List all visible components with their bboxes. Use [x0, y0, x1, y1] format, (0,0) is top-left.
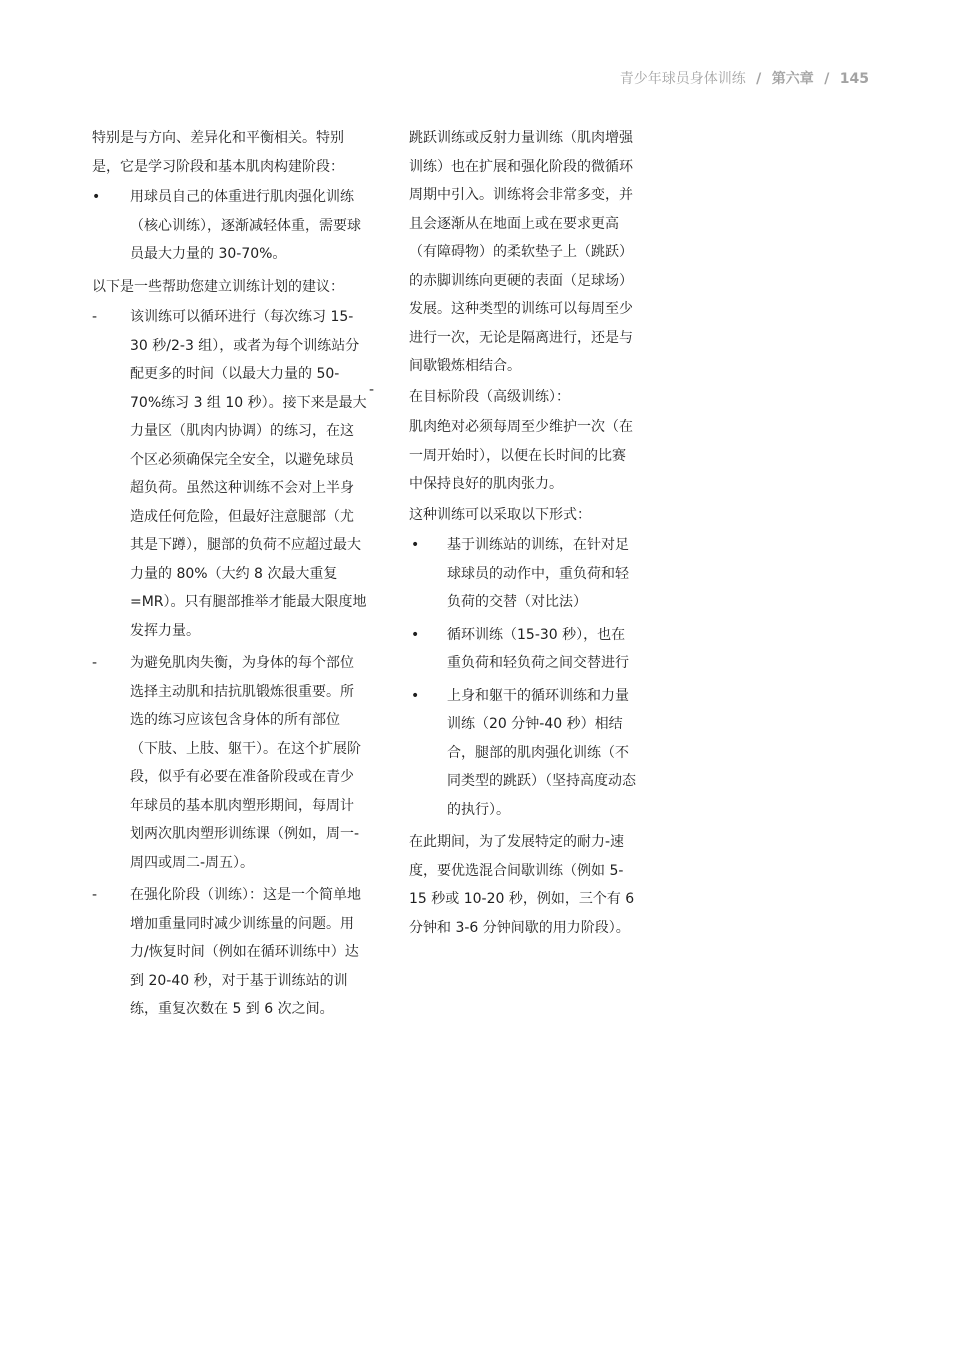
dash-item-text: 该训练可以循环进行（每次练习 15-30 秒/2-3 组），或者为每个训练站分配更多的时间（以最大力量的 50-70%练习 3 组 10 秒）。接下来是最大力量区（肌肉内协调）的练习，在这个区必须确保完全安全，以避免球员超负荷。虽然这种训练不会对上半身造成任何危险，但最好注意腿部（尤其是下蹲），腿部的负荷不应超过最大力量的 80%（大约 8 次最大重复=MR）。只有腿部推举才能最大限度地发挥力量。: [130, 309, 367, 639]
intro-paragraph: 特别是与方向、差异化和平衡相关。特别是，它是学习阶段和基本肌肉构建阶段：: [92, 130, 344, 175]
plyometric-paragraph: 跳跃训练或反射力量训练（肌肉增强训练）也在扩展和强化阶段的微循环周期中引入。训练将会非常多变，并且会逐渐从在地面上或在要求更高（有障碍物）的柔软垫子上（跳跃）的赤脚训练向更硬的表面（足球场）发展。这种类型的训练可以每周至少进行一次，无论是隔离进行，还是与间歇锻炼相结合。: [409, 130, 633, 374]
bullet-item: [409, 531, 639, 617]
target-phase-heading: 在目标阶段（高级训练）：: [409, 388, 570, 405]
page-number: 145: [839, 71, 869, 87]
bullet-marker: •: [411, 687, 420, 704]
left-column: [92, 124, 367, 1028]
bullet-item: [409, 682, 639, 825]
chapter-label: 第六章: [771, 71, 814, 87]
running-header: [620, 68, 869, 88]
bullet-item: [409, 621, 639, 678]
dash-item-text: 在强化阶段（训练）：这是一个简单地增加重量同时减少训练量的问题。用力/恢复时间（例如在循环训练中）达到 20-40 秒，对于基于训练站的训练，重复次数在 5 到 6 次之间。: [130, 887, 361, 1017]
bullet-text: 循环训练（15-30 秒），也在重负荷和轻负荷之间交替进行: [447, 626, 629, 671]
dash-item-text: 为避免肌肉失衡，为身体的每个部位选择主动肌和拮抗肌锻炼很重要。所选的练习应该包含身体的所有部位（下肢、上肢、躯干）。在这个扩展阶段，似乎有必要在准备阶段或在青少年球员的基本肌肉塑形期间，每周计划两次肌肉塑形训练课（例如，周一-周四或周二-周五）。: [130, 655, 361, 871]
header-separator: /: [756, 71, 762, 87]
bullet-item: [92, 183, 367, 269]
dash-marker: -: [92, 887, 98, 903]
book-title: 青少年球员身体训练: [619, 71, 746, 87]
bullet-marker: •: [92, 189, 101, 205]
dash-item: [92, 649, 367, 877]
dash-item: [92, 881, 367, 1024]
dash-item: [92, 303, 367, 645]
bullet-text: 用球员自己的体重进行肌肉强化训练（核心训练），逐渐减轻体重，需要球员最大力量的 30-70%。: [130, 189, 361, 262]
forms-intro: 这种训练可以采取以下形式：: [409, 506, 591, 523]
bullet-marker: •: [411, 626, 420, 643]
bullet-marker: •: [411, 537, 420, 553]
bullet-text: 基于训练站的训练，在针对足球球员的动作中，重负荷和轻负荷的交替（对比法）: [447, 537, 629, 610]
dash-marker: -: [92, 655, 98, 671]
suggestions-intro: 以下是一些帮助您建立训练计划的建议：: [92, 278, 344, 295]
maintenance-paragraph: 肌肉绝对必须每周至少维护一次（在一周开始时），以便在长时间的比赛中保持良好的肌肉张力。: [409, 419, 633, 492]
bullet-text: 上身和躯干的循环训练和力量训练（20 分钟-40 秒）相结合，腿部的肌肉强化训练（不同类型的跳跃）（坚持高度动态的执行）。: [447, 687, 636, 818]
stray-dash-mark: -: [369, 382, 375, 398]
dash-marker: -: [92, 309, 98, 325]
endurance-paragraph: 在此期间，为了发展特定的耐力-速度，要优选混合间歇训练（例如 5-15 秒或 10-20 秒，例如，三个有 6 分钟和 3-6 分钟间歇的用力阶段）。: [409, 834, 635, 936]
header-separator-2: /: [824, 71, 830, 87]
right-column: [409, 124, 639, 944]
